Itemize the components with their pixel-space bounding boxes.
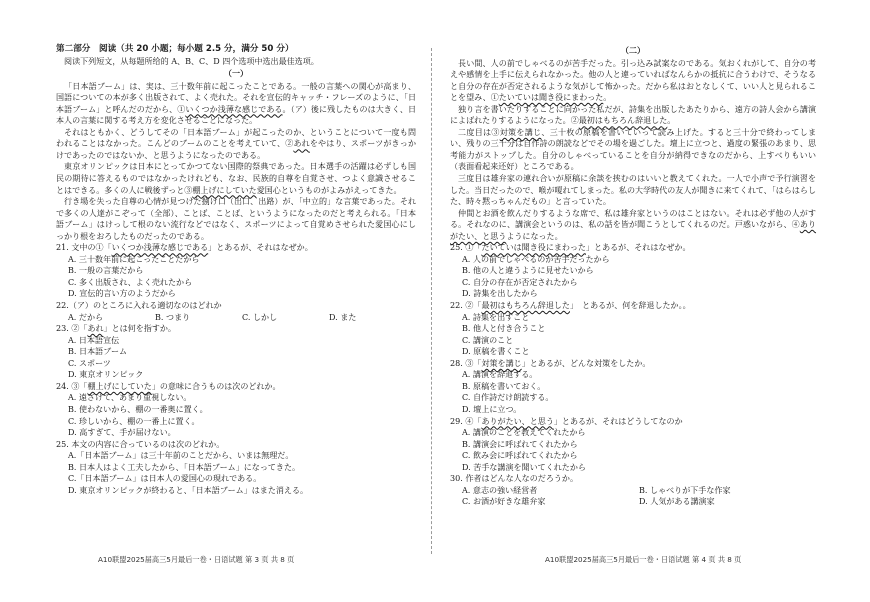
text-run: をやはり、スポーツがきっかけであったのではないか、と思うようになったのである。 [56, 139, 416, 160]
question [450, 416, 816, 474]
text-run: 「日本語ブーム」は、実は、三十数年前に起こったことである。一般の言葉への関心が高まり、国語についての本が多く出版されて、よく売れた。それを宣伝的キャッチ・フレーズのように、「日本語ブーム」と呼んだのだから、① [56, 81, 416, 114]
question [450, 300, 816, 358]
answer-option: C. 多く出版され、よく売れたから [68, 277, 193, 287]
text-run: それはともかく、どうしてその「日本語ブーム」が起こったのか、ということについて一度も問われることはなかった。こんどのブームのことを考えていて、② [56, 127, 416, 149]
paragraph [56, 81, 416, 127]
text-run: 29. ④「 [450, 416, 482, 426]
answer-option: A. 日本語宣伝 [68, 335, 120, 345]
column-divider [431, 48, 432, 554]
question-stem [56, 242, 416, 254]
question-stem [56, 381, 416, 393]
answer-option: C. 講演のこと [462, 335, 514, 345]
paragraph [450, 208, 816, 243]
question [56, 323, 416, 381]
text-run: 24. ③「 [56, 381, 88, 391]
underlined-phrase: 対策を講じ [481, 358, 522, 368]
answer-option: C. しかし [242, 312, 278, 322]
answer-option: A. 講演を辞退する。 [462, 370, 538, 380]
answer-option: A. 意志の強い経営者 [462, 485, 538, 495]
answer-option: C. 自作詩だけ朗読する。 [462, 393, 554, 403]
page-footer-right: A10联盟2025届高三5月最后一卷・日语试题 第 4 页 共 8 页 [545, 555, 742, 564]
text-run: 仲間とお酒を飲んだりするような席で、私は雄弁家というのはことはない。それは必ず他の人がする。それなのに、講演会というのは、私の話を皆が聞こうとしてくれるのだ。戸惑いながら、④ [450, 208, 816, 230]
underlined-phrase: あれ [293, 139, 310, 149]
question [56, 439, 416, 497]
text-run: 」の意味に合うものは次のどれか。 [151, 381, 281, 391]
answer-option: C. 飲み会に呼ばれてくれたから [462, 451, 578, 461]
underlined-phrase: 棚上げにしていた [192, 185, 257, 195]
text-run: 25. ①「 [450, 243, 482, 253]
answer-option: B. 他人と付き合うこと [462, 324, 546, 334]
answer-option: B. しゃべりが下手な作家 [639, 485, 731, 495]
question [450, 242, 816, 300]
passage-1 [56, 81, 416, 243]
question-stem [450, 358, 816, 370]
text-run: ようになった。 [506, 231, 563, 241]
option-group [56, 312, 416, 324]
question-stem [450, 473, 816, 485]
question-stem [56, 323, 416, 335]
answer-option: D. 人気がある講演家 [639, 497, 715, 507]
underlined-phrase: たいていは聞き役にまわった [498, 93, 604, 103]
answer-option: B. 原稿を書いておく。 [462, 381, 546, 391]
text-run: 」とは何を指すか。 [103, 324, 176, 334]
underlined-phrase: 最初はもちろん辞退した [578, 116, 668, 126]
text-run: 東京オリンピックは日本にとってかつてない国際的祭典であった。日本選手の活躍は必ずしも国民の期待に答えるものではなかったけれども、なお、民族的自尊を自覚させ、つよく意識させることはできる。多くの人に戦後ずっと③ [56, 162, 416, 195]
underlined-phrase: 最初はもちろん辞退した [481, 301, 570, 311]
paragraph [56, 196, 416, 242]
underlined-phrase: ありがたい、と思う [481, 416, 554, 426]
answer-option: D. 東京オリンピック [68, 370, 144, 380]
text-run: 25. 本文の内容に合っているのは次のどれか。 [56, 439, 225, 449]
text-run: 」とあるが、それはなぜか。 [585, 243, 691, 253]
section-title: 第二部分 阅读（共 20 小题；每小题 2.5 分，满分 50 分） [56, 44, 294, 54]
question-stem [450, 300, 816, 312]
answer-option: D. 壇上に立つ。 [462, 404, 522, 414]
paragraph [450, 104, 816, 127]
text-run: 30. 作者はどんな人なのだろうか。 [450, 474, 579, 484]
text-run: 長い間、人の前でしゃべるのが苦手だった。引っ込み試案なのである。気おくれがして、自分の考えや感情を上手に伝えられなかった。他の人と違っていればなんらかの抵抗に合うわけで、そうなると自分の存在が否定されるような気がして怖かった。だから私はおとなしくて、いい人と見られることを望み、① [450, 58, 816, 103]
question-stem [450, 242, 816, 254]
text-run: 22. ②「 [450, 301, 482, 311]
answer-option: D. 原稿を書くこと [462, 347, 530, 357]
text-run: 21. 文中の①「 [56, 243, 112, 253]
answer-option: C.「日本語ブーム」は日本人の愛国心の現れである。 [68, 474, 262, 484]
answer-option: A. だから [68, 312, 104, 322]
text-run: 22.（ア）のところに入れる適切なのはどれか [56, 301, 222, 311]
text-run: 、三十枚の原稿を書いていって読み上げた。すると三十分で終わってしまい、残りの三十分は自作詩の朗読などでその場を過ごした。壇上に立つと、過度の緊張のあまり、思考能力がストップした。自分のしゃべっていることを自分が納得できなのだから、上すべりもいい（表面看起来还好）ところである。 [450, 127, 817, 172]
answer-option: A. 講演のことを教えてくれたから [462, 428, 586, 438]
answer-option: B. 講演会に呼ばれてくれたから [462, 439, 578, 449]
text-run: 。（ア）後に残したものは大きく、日本人の言葉に関する考え方を変化させることになった。 [56, 104, 416, 126]
answer-option: B. つまり [155, 312, 191, 322]
paragraph [56, 161, 416, 196]
answer-option: D. また [329, 312, 357, 322]
text-run: 行き場を失った自尊の心情が見つけた捌け口（出口、出路）が、「中立的」な言葉であった。それで多くの人達がこぞって（全部）、ことば、ことば、というようになったのだと考えられる。「日本語ブーム」はけっして根のない流行などではなく、スポーツによって自覚めさせられた愛国心にしっかり根をおろしたものだったのである。 [56, 197, 416, 241]
paragraph [450, 173, 816, 208]
text-run: 28. ③「 [450, 358, 482, 368]
answer-option: D. 苦手な講演を聞いてくれたから [462, 462, 586, 472]
answer-option: A. 遠ざけて、あまり重視しない。 [68, 393, 192, 403]
question [56, 381, 416, 439]
underlined-phrase: いくつか浅薄な感じである [185, 104, 283, 114]
text-run: 」 とあるが、何を辞退したか。。 [569, 301, 691, 311]
answer-option: B. 日本語ブーム [68, 347, 128, 357]
text-run: 」とあるが、どんな対策をしたか。 [521, 358, 651, 368]
answer-option: A. 三十数年前に起こったことだから [68, 254, 200, 264]
underlined-phrase: 棚上げにしていた [87, 381, 152, 391]
answer-option: C. 自分の存在が否定されたから [462, 277, 578, 287]
text-run: 」とあるが、それはなぜか。 [208, 243, 313, 253]
left-column [56, 44, 416, 496]
answer-option: A.「日本語ブーム」は三十年前のことだから、いまは無理だ。 [68, 451, 294, 461]
option-group [450, 485, 816, 508]
answer-option: C. お酒が好きな雄弁家 [462, 497, 546, 507]
answer-option: B. 日本人はよく工夫したから、「日本語ブーム」になってきた。 [68, 462, 301, 472]
question-stem [56, 439, 416, 451]
underlined-phrase: たいていは聞き役にまわった [481, 243, 586, 253]
right-column [450, 44, 816, 508]
text-run: 独り言を書いたりすることに向かった私だが、詩集を出版したあたりから、遠方の詩人会から講演によばれたりするようになった。② [450, 104, 816, 126]
answer-option: C. 珍しいから、棚の一番上に置く。 [68, 416, 200, 426]
answer-option: B. 一般の言葉だから [68, 266, 144, 276]
question [56, 242, 416, 300]
answer-option: C. スポーツ [68, 358, 111, 368]
paragraph [450, 127, 816, 173]
answer-option: B. 使わないから、棚の一番奥に置く。 [68, 404, 208, 414]
question [450, 358, 816, 416]
answer-option: D. 詩集を出したから [462, 289, 538, 299]
questions-2 [450, 242, 816, 508]
question [56, 300, 416, 323]
question [450, 473, 816, 508]
underlined-phrase: 対策を講じ [499, 127, 542, 137]
text-run: 二度目は③ [458, 127, 500, 137]
text-run: 23. ②「 [56, 324, 88, 334]
underlined-phrase: あれ [87, 324, 104, 334]
passage-label-1: （一） [223, 69, 249, 79]
text-run: 愛国心というものがよみがえってきた。 [256, 185, 402, 195]
text-run: 」とあるが、それはどうしてなのか [553, 416, 683, 426]
passage-label-2: （二） [620, 46, 646, 55]
answer-option: B. 他の人と違うように見せたいから [462, 266, 594, 276]
paragraph [56, 127, 416, 162]
answer-option: D. 宣伝的言い方のようだから [68, 289, 176, 299]
answer-option: A. 人の前でしゃべるのが苦手だったから [462, 254, 610, 264]
text-run: 。 [667, 116, 676, 126]
instruction: 阅读下列短文，从每题所给的 A、B、C、D 四个选项中选出最佳选项。 [64, 56, 319, 66]
underlined-phrase: ありがたい、と思う [450, 220, 817, 241]
page-footer-left: A10联盟2025届高三5月最后一卷・日语试题 第 3 页 共 8 页 [98, 555, 295, 564]
answer-option: D. 高すぎて、手が届けない。 [68, 428, 176, 438]
answer-option: D. 東京オリンピックが終わると、「日本語ブーム」はまた消える。 [68, 485, 309, 495]
questions-1 [56, 242, 416, 496]
question-stem [56, 300, 416, 312]
text-run: 三度目は雄弁家の連れ合いが原稿に余談を挟むのはいいと教えてくれた。一人で小声で予行演習をした。当日だったので、喉が嗄れてしまった。私の大学時代の友人が聞きに来てくれて、「はらはらした、時々黙っちゃんだもの」と言っていた。 [450, 174, 816, 207]
passage-2 [450, 58, 816, 243]
question-stem [450, 416, 816, 428]
text-run: 。 [603, 93, 612, 103]
answer-option: A. 詩集を出すこと [462, 312, 530, 322]
underlined-phrase: いくつか浅薄な感じである [111, 243, 209, 253]
paragraph [450, 58, 816, 104]
